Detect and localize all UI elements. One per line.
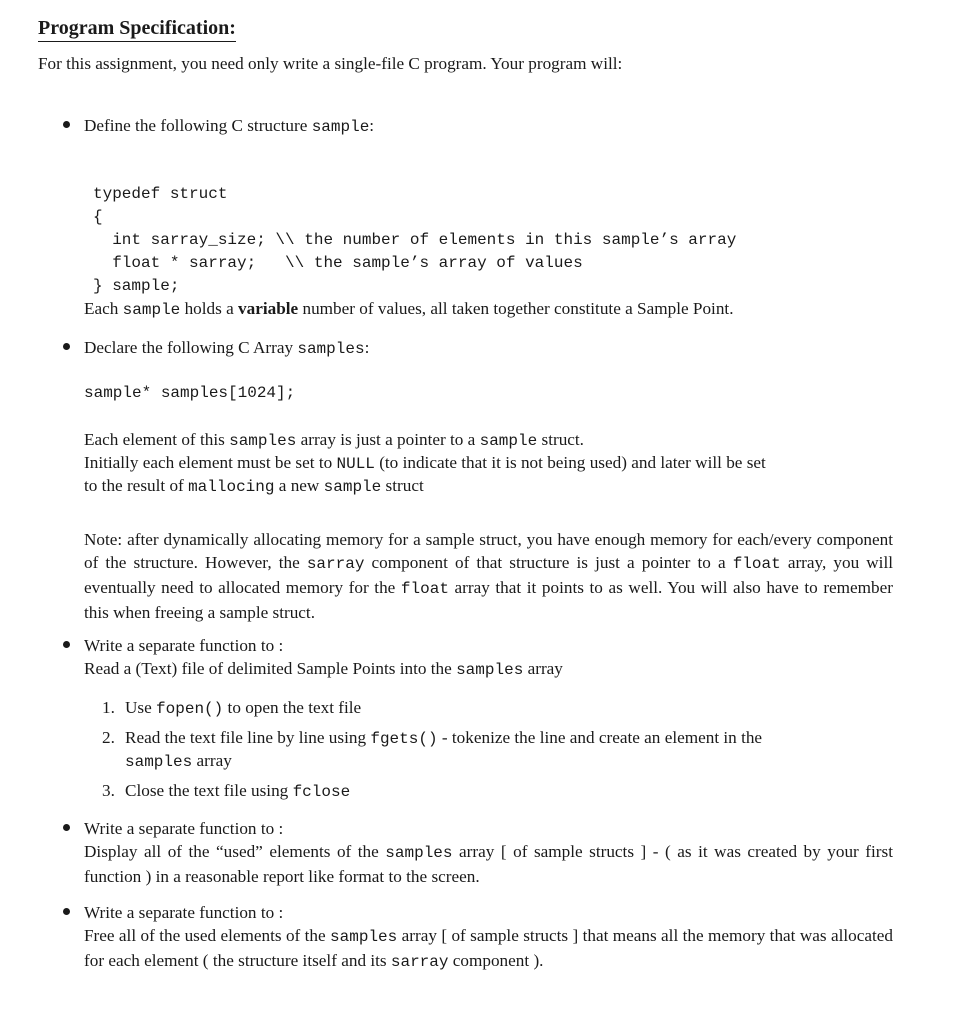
samples-explanation-line: to the result of mallocing a new sample struct (84, 476, 424, 496)
memory-note: Note: after dynamically allocating memory for a sample struct, you have enough memory for each/every component of the structure. However, the sarray component of that structure is just a pointer to a float array, you will eventually need to allocated memory for the float array that it points to as well. You will also have to remember this when freeing a sample struct. (84, 530, 894, 622)
bullet-3-description: Read a (Text) file of delimited Sample Points into the samples array (84, 659, 563, 679)
bullet-marker (63, 121, 70, 128)
step-text: Read the text file line by line using fgets() - tokenize the line and create an element in the (125, 728, 763, 748)
step-text: Close the text file using fclose (125, 781, 351, 801)
bullet-4-heading: Write a separate function to : (84, 819, 284, 838)
step-number: 1. (102, 698, 115, 717)
bullet-3-heading: Write a separate function to : (84, 636, 284, 655)
step-number: 2. (102, 728, 115, 747)
step-number: 3. (102, 781, 115, 800)
bullet-marker (63, 908, 70, 915)
bullet-5-heading: Write a separate function to : (84, 903, 284, 922)
step-text: Use fopen() to open the text file (125, 698, 362, 718)
sample-description: Each sample holds a variable number of values, all taken together constitute a Sample Point. (84, 299, 734, 319)
samples-explanation-line: Initially each element must be set to NULL (to indicate that it is not being used) and later will be set (84, 453, 766, 473)
samples-declaration: sample* samples[1024]; (84, 384, 296, 402)
bullet-marker (63, 343, 70, 350)
code-line: int sarray_size; \\ the number of elements in this sample’s array (93, 231, 737, 249)
samples-explanation-line: Each element of this samples array is just a pointer to a sample struct. (84, 430, 584, 450)
code-line: } sample; (93, 277, 180, 295)
bullet-marker (63, 641, 70, 648)
bullet-4-description: Display all of the “used” elements of the samples array [ of sample structs ] - ( as it was created by your first function ) in a reasonable report like format to the screen. (84, 842, 893, 886)
intro-text: For this assignment, you need only write a single-file C program. Your program will: (38, 54, 623, 73)
bullet-marker (63, 824, 70, 831)
step-text-continuation: samples array (125, 751, 232, 771)
code-line: { (93, 208, 103, 226)
page-title: Program Specification: (38, 15, 236, 42)
code-line: typedef struct (93, 185, 228, 203)
code-line: float * sarray; \\ the sample’s array of values (93, 254, 583, 272)
bullet-1-text: Define the following C structure sample: (84, 116, 375, 136)
bullet-5-description: Free all of the used elements of the samples array [ of sample structs ] that means all the memory that was allocated for each element ( the structure itself and its sarray component ). (84, 926, 893, 971)
bullet-2-text: Declare the following C Array samples: (84, 338, 370, 358)
